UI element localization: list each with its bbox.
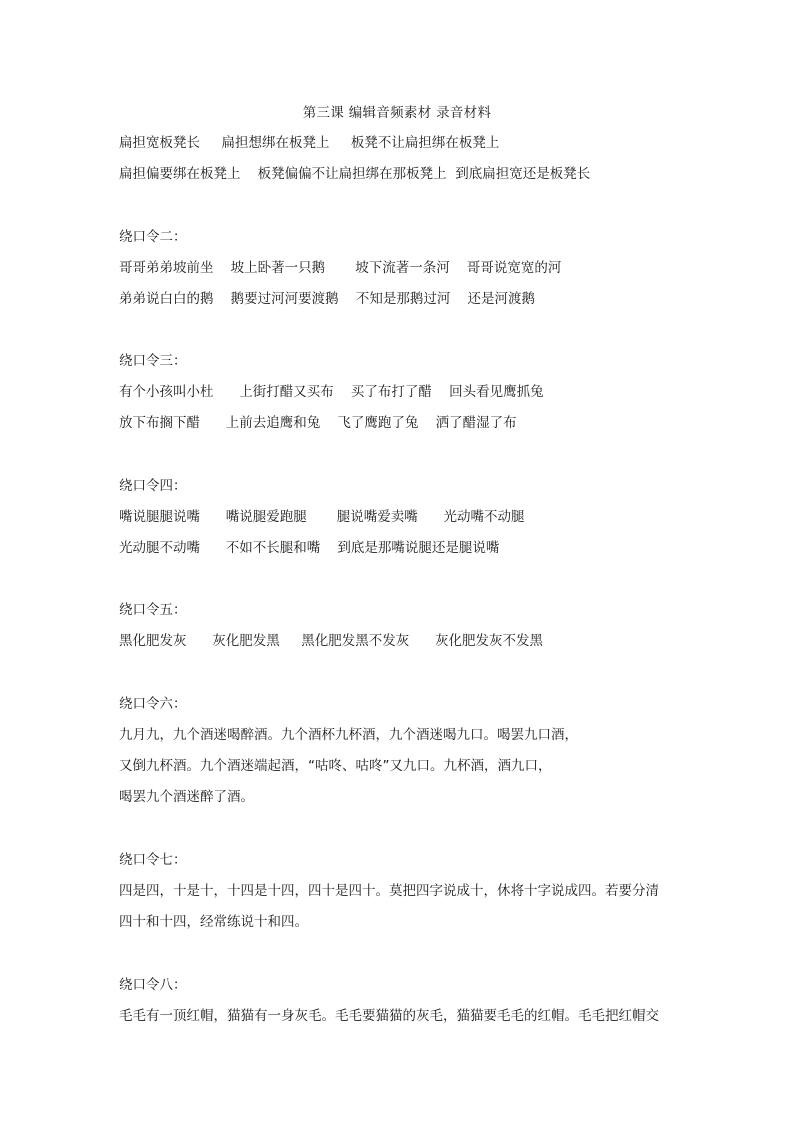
text-line: 四是四，十是十，十四是十四，四十是四十。莫把四字说成十，休将十字说成四。若要分清 <box>119 883 659 899</box>
section-heading: 绕口令二： <box>119 229 187 245</box>
text-line: 黑化肥发灰 灰化肥发黑 黑化肥发黑不发灰 灰化肥发灰不发黑 <box>119 633 543 649</box>
section-heading: 绕口令六： <box>119 696 187 712</box>
text-line: 扁担偏要绑在板凳上 板凳偏偏不让扁担绑在那板凳上 到底扁担宽还是板凳长 <box>119 166 591 182</box>
section-heading: 绕口令三： <box>119 353 187 369</box>
text-line: 放下布搁下醋 上前去追鹰和兔 飞了鹰跑了兔 洒了醋湿了布 <box>119 415 517 431</box>
text-line: 毛毛有一顶红帽，猫猫有一身灰毛。毛毛要猫猫的灰毛，猫猫要毛毛的红帽。毛毛把红帽交 <box>119 1008 659 1024</box>
text-line: 喝罢九个酒迷醉了酒。 <box>119 789 254 805</box>
section-heading: 绕口令五： <box>119 602 187 618</box>
text-line: 光动腿不动嘴 不如不长腿和嘴 到底是那嘴说腿还是腿说嘴 <box>119 540 500 556</box>
text-line: 扁担宽板凳长 扁担想绑在板凳上 板凳不让扁担绑在板凳上 <box>119 135 500 151</box>
section-heading: 绕口令七： <box>119 852 187 868</box>
text-line: 弟弟说白白的鹅 鹅要过河河要渡鹅 不知是那鹅过河 还是河渡鹅 <box>119 291 535 307</box>
section-heading: 绕口令四： <box>119 478 187 494</box>
text-line: 嘴说腿腿说嘴 嘴说腿爱跑腿 腿说嘴爱卖嘴 光动嘴不动腿 <box>119 509 525 525</box>
text-line: 哥哥弟弟坡前坐 坡上卧著一只鹅 坡下流著一条河 哥哥说宽宽的河 <box>119 260 562 276</box>
section-heading: 绕口令八： <box>119 977 187 993</box>
page-title: 第三课 编辑音频素材 录音材料 <box>302 105 492 121</box>
text-line: 有个小孩叫小杜 上街打醋又买布 买了布打了醋 回头看见鹰抓兔 <box>119 384 544 400</box>
text-line: 四十和十四，经常练说十和四。 <box>119 914 308 930</box>
text-line: 又倒九杯酒。九个酒迷端起酒，“咕咚、咕咚”又九口。九杯酒，酒九口， <box>119 758 552 774</box>
text-line: 九月九，九个酒迷喝醉酒。九个酒杯九杯酒，九个酒迷喝九口。喝罢九口酒， <box>119 727 578 743</box>
